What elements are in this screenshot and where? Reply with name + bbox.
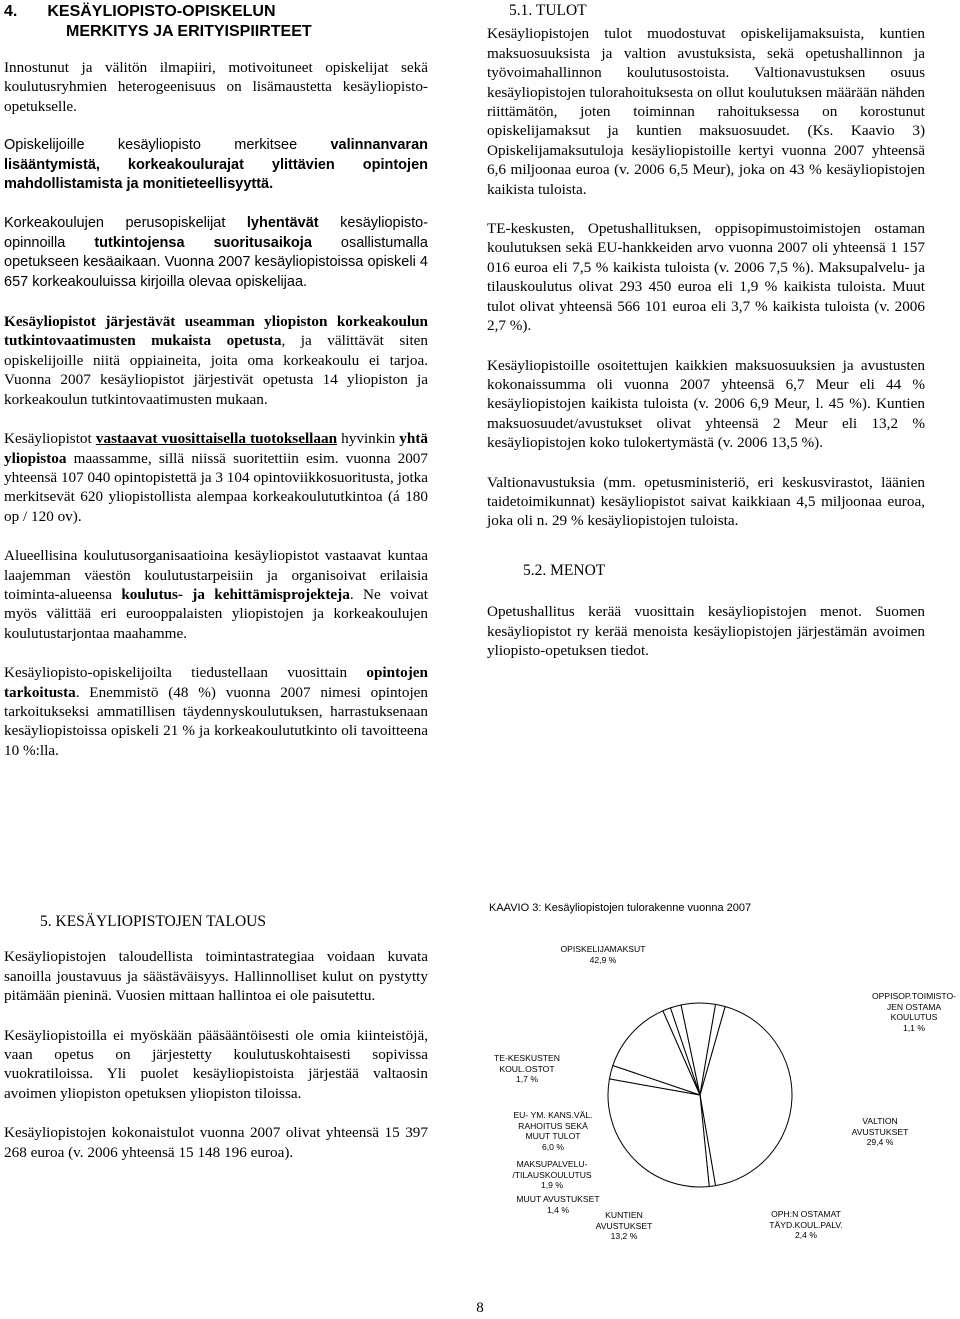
left-column [4,0,428,780]
pie-slice [608,1079,709,1187]
page-number: 8 [476,1300,484,1316]
pie-slice [609,1065,700,1095]
pie-slice [700,1004,725,1095]
paragraph: Opetushallitus kerää vuosittain kesäyliopistojen menot. Suomen kesäyliopistot ry kerää menoista kesäyliopistojen järjestämän avoimen yliopisto-opetuksen tiedot. [487,603,925,659]
pie-slice [700,1006,792,1185]
label-te-keskukset: TE-KESKUSTEN KOUL.OSTOT 1,7 % [494,1053,560,1084]
heading-line-1: KESÄYLIOPISTO-OPISKELUN [47,3,276,20]
paragraph: Korkeakoulujen perusopiskelijat lyhentävät kesäyliopisto-opinnoilla tutkintojensa suoritusaikoja osallistumalla opetukseen kesäaikaan. Vuonna 2007 kesäyliopistoissa opiskeli 4 657 korkeakouluissa kirjoilla olevaa opiskelijaa. [4,215,428,290]
paragraph: TE-keskusten, Opetushallituksen, oppisopimustoimistojen ostaman koulutuksen sekä EU-hankkeiden arvo vuonna 2007 oli yhteensä 1 157 016 euroa eli 7,5 % kaikista tuloista (v. 2006 7,5 %). Maksupalvelu- ja tilauskoulutus olivat 293 450 euroa eli 1,9 % kaikista tuloista. Muut tulot olivat yhteensä 566 101 euroa eli 3,7 % kaikista tuloista (v. 2006 2,7 %). [487,220,925,335]
paragraph: Opiskelijoille kesäyliopisto merkitsee valinnanvaran lisääntymistä, korkeakoulurajat ylittävien opintojen mahdollistamista ja monitieteellisyyttä. [4,137,428,193]
right-column [487,0,925,680]
section-5-heading: 5. KESÄYLIOPISTOJEN TALOUS [40,913,266,930]
paragraph: Kesäyliopistoilla ei myöskään pääsääntöisesti ole omia kiinteistöjä, vaan opetus on järjestetty koulutuskohtaisesti sopivissa vuokratiloissa. Yli puolet kesäyliopistoista järjestää valtaosin avoimen yliopiston opetuksen yliopiston tiloissa. [4,1026,428,1102]
heading-line-2: MERKITYS JA ERITYISPIIRTEET [66,23,312,40]
pie-slice [663,1008,700,1095]
paragraph: Kesäyliopistot vastaavat vuosittaisella tuotoksellaan hyvinkin yhtä yliopistoa maassamme, sillä niissä suoritettiin esim. vuonna 2007 yhteensä 107 040 opintopistettä ja 3 104 opintoviikkosuoritusta, jotka merkitsevät 620 yliopistollista alempaa korkeakoulututkintoa (á 180 op / 120 ov). [4,430,428,525]
label-oph: OPH:N OSTAMAT TÄYD.KOUL.PALV. 2,4 % [769,1209,843,1240]
left-column-bottom [4,912,428,1182]
label-opiskelijamaksut: OPISKELIJAMAKSUT 42,9 % [560,944,646,965]
section-4-heading [4,2,428,42]
paragraph: Kesäyliopistojen tulot muodostuvat opiskelijamaksuista, kuntien maksuosuuksista ja valtion avustuksista, sekä opetushallinnon ja työvoimahallinnon koulutusostoista. Valtionavustuksen osuus kesäyliopistojen tulorahoituksesta on ollut koulutuksen määrään nähden riittämätön, joten toiminnan rahoituksessa on korostunut opiskelijamaksut ja kuntien maksuosuudet. (Ks. Kaavio 3) Opiskelijamaksutuloja kesäyliopistoille kertyi vuonna 2007 yhteensä 6,6 miljoonaa euroa (v. 2006 6,5 Meur), joka on 43 % kesäyliopistojen kaikista tuloista. [487,25,925,198]
paragraph: Kesäyliopisto-opiskelijoilta tiedustellaan vuosittain opintojen tarkoitusta. Enemmistö (48 %) vuonna 2007 nimesi opintojen tarkoitukseksi ammatillisen täydennyskoulutuksen, harrastuksenaan kesäyliopistoissa opiskeli 21 % ja korkeakoulututkinto oli tavoitteena 10 %:lla. [4,664,428,759]
label-oppisopimus: OPPISOP.TOIMISTO- JEN OSTAMA KOULUTUS 1,1 % [871,991,957,1033]
pie-slice [681,1003,715,1095]
paragraph: Kesäyliopistoille osoitettujen kaikkien maksuosuuksien ja avustusten kokonaissumma oli vuonna 2007 yhteensä 6,7 Meur eli 44 % kesäyliopistojen kaikista tuloista (v. 2006 6,9 Meur, l. 45 %). Kuntien maksuosuudet/avustukset olivat yhteensä 2 Meur eli 13,2 % kesäyliopistojen koko tulokertymästä (v. 2006 13,5 %). [487,356,925,452]
paragraph: Kesäyliopistojen taloudellista toimintastrategiaa voidaan kuvata sanoilla joustavuus ja säästäväisyys. Hallinnolliset kulut on pystytty pitämään pieninä. Vuosien mittaan hallintoa ei ole paisutettu. [4,948,428,1005]
label-muut-avustukset: MUUT AVUSTUKSET 1,4 % [516,1194,600,1215]
label-eu-rahoitus: EU- YM. KANS.VÄL. RAHOITUS SEKÄ MUUT TULOT 6,0 % [513,1110,593,1152]
paragraph: Alueellisina koulutusorganisaatioina kesäyliopistot vastaavat kuntaa laajemman väestön koulutustarpeisiin ja organisoivat erilaisia toiminta-alueensa koulutus- ja kehittämisprojekteja. Ne voivat myös välittää eri eurooppalaisten yliopistojen ja korkeakoulujen koulutustarjontaa maahamme. [4,547,428,642]
chart-title: KAAVIO 3: Kesäyliopistojen tulorakenne vuonna 2007 [489,902,752,914]
paragraph: Kesäyliopistot järjestävät useamman yliopiston korkeakoulun tutkintovaatimusten mukaista opetusta, ja välittävät siten opiskelijoille niitä oppiaineita, joita oma korkeakoulu ei tarjoa. Vuonna 2007 kesäyliopistot järjestivät opetusta 14 yliopiston ja korkeakoulun tutkintovaatimusten mukaan. [4,313,429,408]
label-valtion-avustukset: VALTION AVUSTUKSET 29,4 % [851,1116,909,1147]
label-kuntien-avustukset: KUNTIEN AVUSTUKSET 13,2 % [595,1210,653,1241]
heading-number: 4. [4,3,18,20]
paragraph: Kesäyliopistojen kokonaistulot vuonna 2007 olivat yhteensä 15 397 268 euroa (v. 2006 yhteensä 15 148 196 euroa). [4,1124,428,1161]
pie-slice [700,1095,716,1187]
section-5-2-heading: 5.2. MENOT [523,561,606,579]
pie-slice [670,1005,700,1095]
pie-slice [613,1011,700,1095]
paragraph: Innostunut ja välitön ilmapiiri, motivoituneet opiskelijat sekä koulutusryhmien heterogeenisuus on lisämaustetta kesäyliopisto-opetukselle. [4,59,428,115]
label-maksupalvelu: MAKSUPALVELU- /TILAUSKOULUTUS 1,9 % [512,1159,592,1190]
section-5-1-heading: 5.1. TULOT [509,2,587,19]
paragraph: Valtionavustuksia (mm. opetusministeriö, eri keskusvirastot, läänien taidetoimikunnat) kesäyliopistot saivat kaikkiaan 4,5 miljoonaa euroa, joka oli n. 29 % kesäyliopistojen tuloista. [487,473,925,530]
